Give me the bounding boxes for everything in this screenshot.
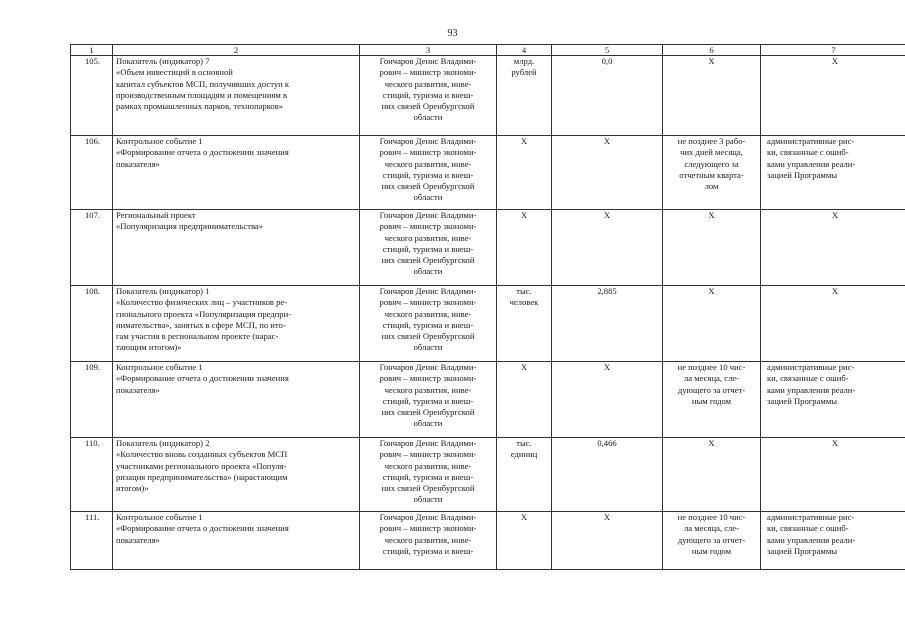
responsible-person-line: Гончаров Денис Владими- (379, 210, 477, 220)
deadline-line: дующего за отчет- (677, 534, 746, 545)
indicator-description-line: рамках промышленных парков, технопарков» (116, 101, 284, 112)
deadline (663, 286, 761, 362)
risks-line: X (831, 286, 839, 296)
indicator-description (113, 438, 360, 512)
risks-line: административные рис- (767, 136, 855, 146)
responsible-person-line: области (413, 112, 443, 123)
row-number: 106. (71, 136, 113, 210)
risks-line: административные рис- (767, 362, 855, 372)
target-value-line: X (603, 512, 611, 522)
responsible-person-line: ческого развития, инве- (384, 158, 472, 169)
row-number: 109. (71, 362, 113, 438)
indicator-description-line: Контрольное событие 1 (116, 136, 203, 146)
deadline-line: не позднее 3 рабо- (677, 136, 746, 146)
row-number: 110. (71, 438, 113, 512)
column-header: 1 (71, 45, 113, 56)
indicator-description (113, 56, 360, 136)
indicator-description-line: «Формирование отчета о достижении значения (116, 373, 289, 384)
unit-of-measure-line: человек (509, 297, 539, 308)
deadline (663, 136, 761, 210)
deadline (663, 362, 761, 438)
deadline-line: чих дней месяца, (680, 147, 743, 158)
deadline-line: X (708, 210, 715, 220)
responsible-person-line: ческого развития, инве- (384, 232, 472, 243)
responsible-person-line: ческого развития, инве- (384, 78, 472, 89)
row-number: 105. (71, 56, 113, 136)
responsible-person-line: рович – министр экономи- (379, 449, 477, 460)
target-value-line: X (603, 210, 611, 220)
risks (761, 438, 905, 512)
target-value-line: 2,885 (597, 286, 617, 296)
responsible-person-line: области (413, 494, 443, 505)
deadline-line: дующего за отчет- (677, 384, 746, 395)
indicator-description-line: Региональный проект (116, 210, 196, 220)
target-value-line: 0,0 (601, 56, 613, 66)
responsible-person-line: стиций, туризма и внеш- (382, 243, 474, 254)
unit-of-measure (497, 286, 552, 362)
indicator-description-line: гионального проекта «Популяризация предпри- (116, 308, 292, 319)
unit-of-measure-line: X (520, 512, 528, 522)
column-header: 5 (552, 45, 663, 56)
deadline-line: ла месяца, сле- (684, 523, 739, 534)
indicator-description-line: тающим итогом)» (116, 342, 182, 353)
unit-of-measure-line: X (520, 136, 528, 146)
indicator-description-line: итогом)» (116, 483, 149, 494)
responsible-person-line: рович – министр экономи- (379, 523, 477, 534)
target-value (552, 136, 663, 210)
responsible-person-line: ческого развития, инве- (384, 534, 472, 545)
deadline-line: ным годом (691, 545, 732, 556)
risks-line: зацией Программы (767, 169, 838, 180)
deadline-line: X (708, 286, 715, 296)
risks (761, 136, 905, 210)
deadline-line: отчетным кварта- (679, 169, 744, 180)
risks-line: ки, связанные с ошиб- (767, 373, 849, 384)
indicator-description-line: нимательства», занятых в сфере МСП, по ито- (116, 319, 286, 330)
indicator-description-line: Показатель (индикатор) 7 (116, 56, 210, 66)
indicator-description-line: показателя» (116, 384, 160, 395)
risks-line: X (831, 210, 839, 220)
indicator-description-line: производственным площадям и помещениям в (116, 89, 288, 100)
target-value (552, 512, 663, 570)
column-header: 7 (761, 45, 905, 56)
indicator-description-line: «Популяризация предпринимательства» (116, 221, 263, 232)
responsible-person-line: них связей Оренбургской (381, 407, 475, 418)
indicator-description-line: «Объем инвестиций в основной (116, 67, 233, 78)
risks-line: зацией Программы (767, 395, 838, 406)
indicator-description (113, 136, 360, 210)
responsible-person-line: Гончаров Денис Владими- (379, 56, 477, 66)
unit-of-measure-line: единиц (510, 449, 538, 460)
risks-line: X (831, 438, 839, 448)
deadline (663, 210, 761, 286)
indicator-description-line: ризация предпринимательства» (нарастающим (116, 471, 288, 482)
responsible-person-line: стиций, туризма и внеш- (382, 89, 474, 100)
risks-line: ками управления реали- (767, 158, 856, 169)
risks (761, 56, 905, 136)
risks-line: ки, связанные с ошиб- (767, 523, 849, 534)
indicator-description-line: показателя» (116, 534, 160, 545)
responsible-person (360, 512, 497, 570)
indicator-description-line: Контрольное событие 1 (116, 362, 203, 372)
responsible-person (360, 438, 497, 512)
responsible-person-line: них связей Оренбургской (381, 483, 475, 494)
risks (761, 512, 905, 570)
responsible-person-line: области (413, 418, 443, 429)
indicator-description-line: показателя» (116, 158, 160, 169)
indicator-description-line: гам участия в региональном проекте (нарас- (116, 331, 279, 342)
indicator-description-line: участниками регионального проекта «Популя- (116, 460, 287, 471)
table-row (71, 438, 905, 512)
indicator-description-line: Контрольное событие 1 (116, 512, 203, 522)
responsible-person-line: области (413, 192, 443, 203)
column-header: 6 (663, 45, 761, 56)
responsible-person-line: Гончаров Денис Владими- (379, 286, 477, 296)
risks-line: административные рис- (767, 512, 855, 522)
risks (761, 362, 905, 438)
responsible-person-line: ческого развития, инве- (384, 460, 472, 471)
risks-line: ками управления реали- (767, 384, 856, 395)
page-number: 93 (447, 28, 458, 39)
unit-of-measure-line: рублей (511, 67, 537, 78)
risks-line: X (831, 56, 839, 66)
target-value (552, 56, 663, 136)
risks-line: зацией Программы (767, 545, 838, 556)
deadline-line: не позднее 10 чис- (677, 512, 746, 522)
unit-of-measure (497, 210, 552, 286)
unit-of-measure (497, 56, 552, 136)
responsible-person-line: стиций, туризма и внеш- (382, 545, 474, 556)
indicator-description (113, 512, 360, 570)
responsible-person (360, 56, 497, 136)
responsible-person-line: ческого развития, инве- (384, 384, 472, 395)
table-row (71, 286, 905, 362)
responsible-person-line: стиций, туризма и внеш- (382, 395, 474, 406)
deadline (663, 56, 761, 136)
target-value-line: 0,466 (597, 438, 617, 448)
unit-of-measure-line: млрд. (513, 56, 535, 66)
responsible-person-line: области (413, 342, 443, 353)
responsible-person-line: Гончаров Денис Владими- (379, 136, 477, 146)
row-number: 108. (71, 286, 113, 362)
deadline (663, 438, 761, 512)
table-header-row (71, 45, 905, 56)
row-number: 107. (71, 210, 113, 286)
deadline (663, 512, 761, 570)
risks-line: ки, связанные с ошиб- (767, 147, 849, 158)
column-header: 3 (360, 45, 497, 56)
unit-of-measure (497, 512, 552, 570)
deadline-line: следующего за (684, 158, 739, 169)
risks-line: ками управления реали- (767, 534, 856, 545)
responsible-person-line: них связей Оренбургской (381, 331, 475, 342)
indicator-description (113, 210, 360, 286)
indicator-description (113, 362, 360, 438)
unit-of-measure (497, 362, 552, 438)
table-row (71, 512, 905, 570)
deadline-line: лом (704, 181, 719, 192)
column-header: 4 (497, 45, 552, 56)
indicator-description-line: «Количество вновь созданных субъектов МСП (116, 449, 288, 460)
responsible-person-line: рович – министр экономи- (379, 147, 477, 158)
indicator-description-line: Показатель (индикатор) 2 (116, 438, 210, 448)
responsible-person (360, 286, 497, 362)
table-row (71, 136, 905, 210)
unit-of-measure-line: тыс. (516, 438, 532, 448)
unit-of-measure-line: X (520, 210, 528, 220)
deadline-line: X (708, 56, 715, 66)
responsible-person (360, 362, 497, 438)
target-value (552, 286, 663, 362)
responsible-person-line: стиций, туризма и внеш- (382, 169, 474, 180)
table-row (71, 56, 905, 136)
unit-of-measure (497, 136, 552, 210)
indicator-description-line: «Формирование отчета о достижении значения (116, 523, 289, 534)
deadline-line: ным годом (691, 395, 732, 406)
responsible-person-line: рович – министр экономи- (379, 373, 477, 384)
responsible-person-line: рович – министр экономи- (379, 67, 477, 78)
responsible-person-line: Гончаров Денис Владими- (379, 512, 477, 522)
column-header: 2 (113, 45, 360, 56)
deadline-line: X (708, 438, 715, 448)
table-row (71, 210, 905, 286)
responsible-person-line: стиций, туризма и внеш- (382, 319, 474, 330)
responsible-person-line: рович – министр экономи- (379, 221, 477, 232)
indicator-description-line: Показатель (индикатор) 1 (116, 286, 210, 296)
risks (761, 210, 905, 286)
responsible-person-line: области (413, 266, 443, 277)
indicator-description (113, 286, 360, 362)
responsible-person (360, 210, 497, 286)
target-value (552, 438, 663, 512)
program-table (70, 44, 905, 570)
responsible-person-line: них связей Оренбургской (381, 255, 475, 266)
responsible-person (360, 136, 497, 210)
deadline-line: ла месяца, сле- (684, 373, 739, 384)
indicator-description-line: капитал субъектов МСП, получивших доступ к (116, 78, 290, 89)
table-row (71, 362, 905, 438)
responsible-person-line: них связей Оренбургской (381, 181, 475, 192)
responsible-person-line: ческого развития, инве- (384, 308, 472, 319)
indicator-description-line: «Формирование отчета о достижении значения (116, 147, 289, 158)
responsible-person-line: Гончаров Денис Владими- (379, 438, 477, 448)
risks (761, 286, 905, 362)
responsible-person-line: них связей Оренбургской (381, 101, 475, 112)
unit-of-measure-line: тыс. (516, 286, 532, 296)
unit-of-measure (497, 438, 552, 512)
responsible-person-line: Гончаров Денис Владими- (379, 362, 477, 372)
row-number: 111. (71, 512, 113, 570)
target-value-line: X (603, 362, 611, 372)
indicator-description-line: «Количество физических лиц – участников ре- (116, 297, 288, 308)
responsible-person-line: стиций, туризма и внеш- (382, 471, 474, 482)
target-value-line: X (603, 136, 611, 146)
unit-of-measure-line: X (520, 362, 528, 372)
deadline-line: не позднее 10 чис- (677, 362, 746, 372)
responsible-person-line: рович – министр экономи- (379, 297, 477, 308)
target-value (552, 210, 663, 286)
target-value (552, 362, 663, 438)
